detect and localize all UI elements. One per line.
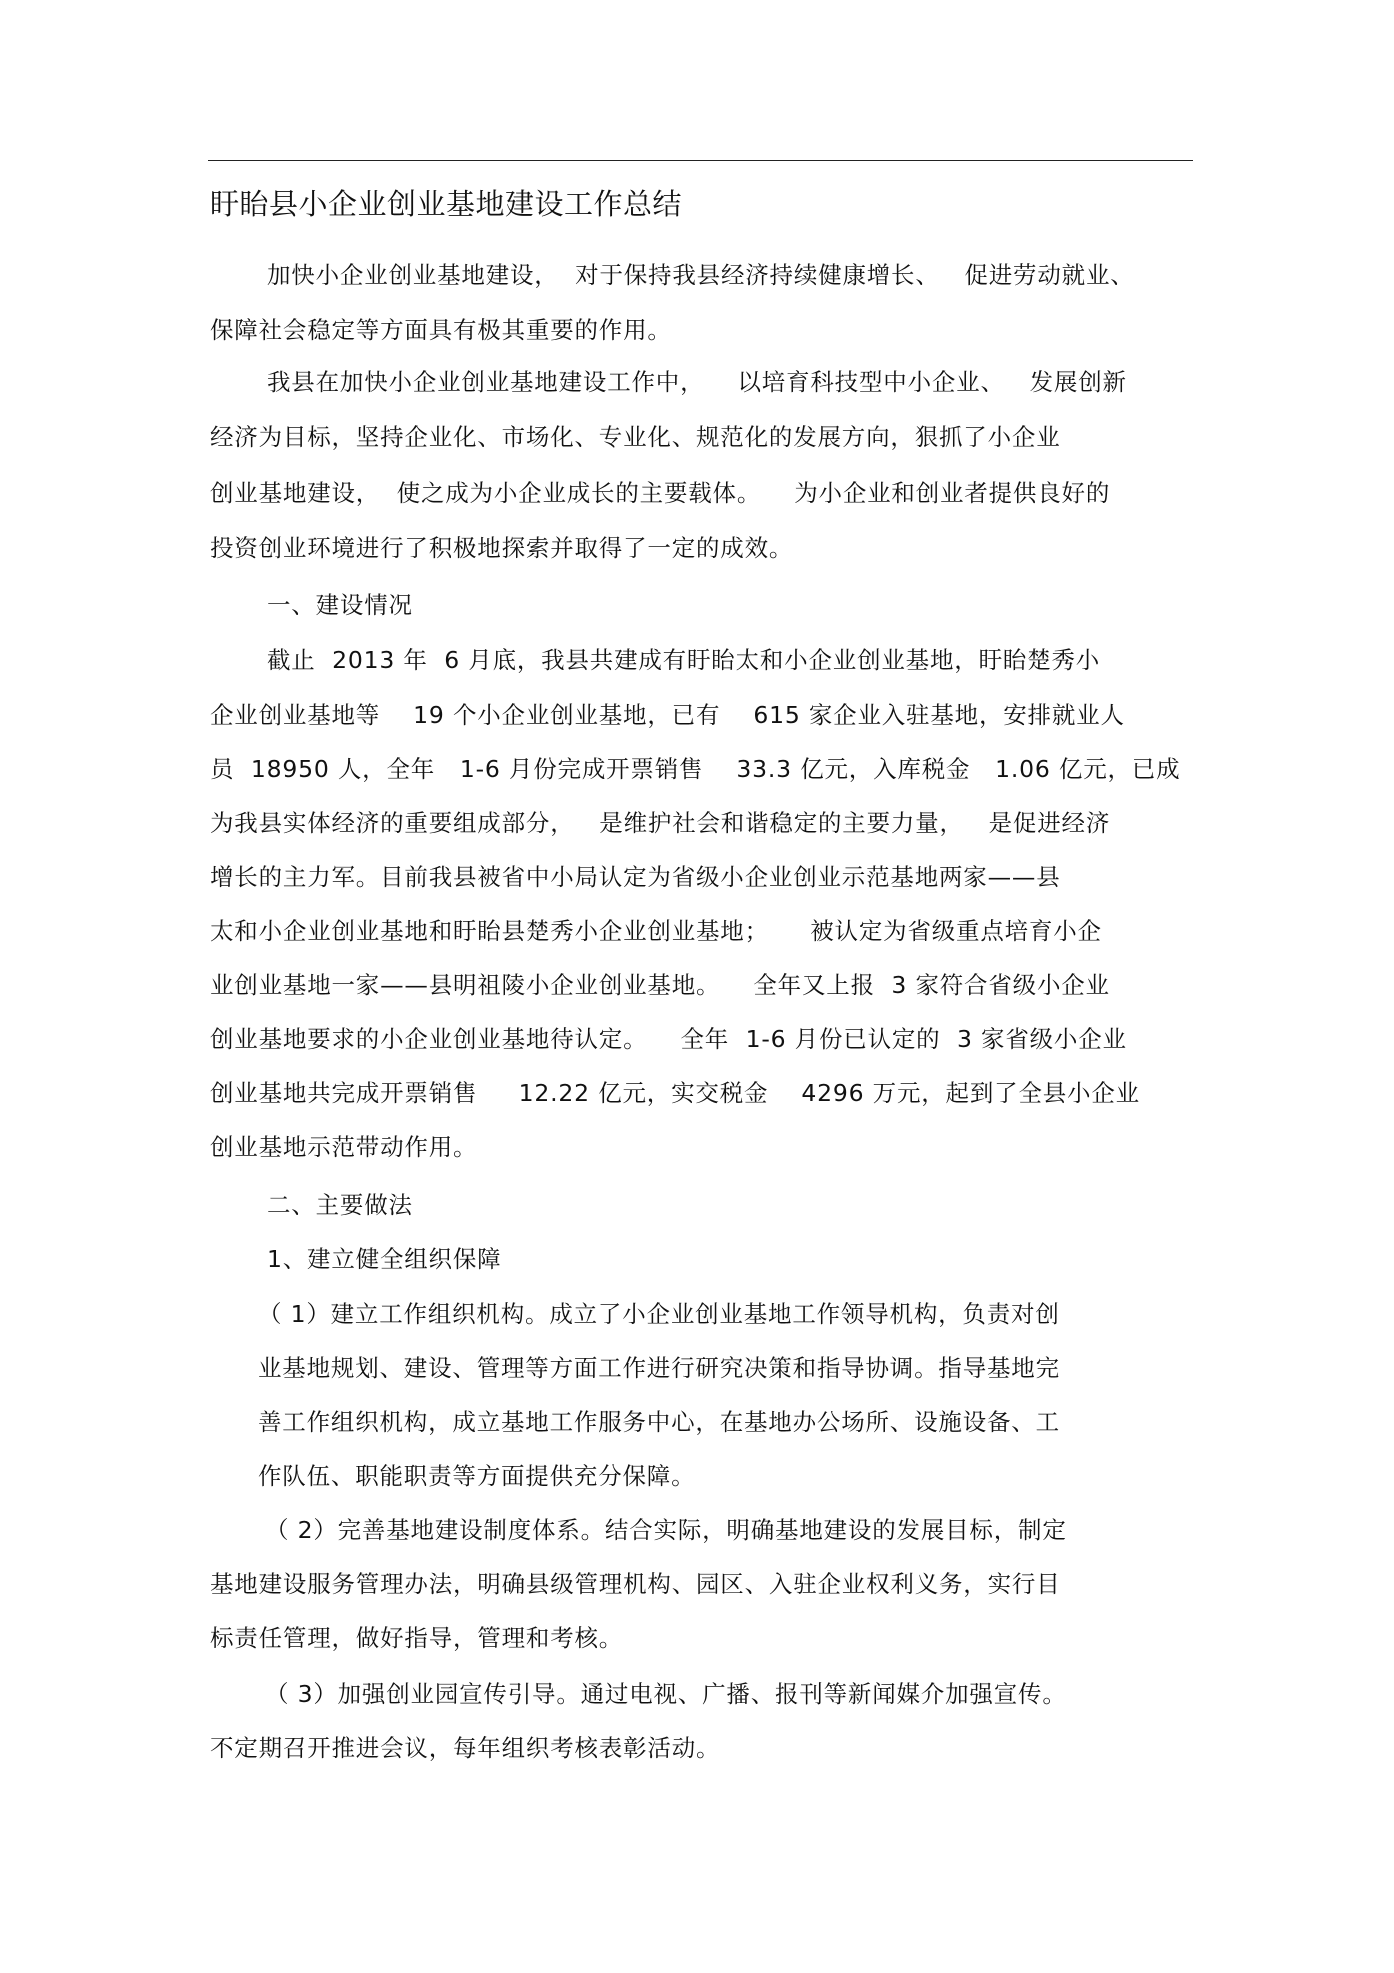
text-line: （ 3）加强创业园宣传引导。通过电视、广播、报刊等新闻媒介加强宣传。 — [265, 1680, 1067, 1708]
text-line: 业创业基地一家——县明祖陵小企业创业基地。 全年又上报 3 家符合省级小企业 — [210, 971, 1110, 999]
text-line: 增长的主力军。目前我县被省中小局认定为省级小企业创业示范基地两家——县 — [210, 863, 1061, 891]
text-line: 保障社会稳定等方面具有极其重要的作用。 — [210, 316, 672, 344]
text-line: 为我县实体经济的重要组成部分， 是维护社会和谐稳定的主要力量， 是促进经济 — [210, 809, 1111, 837]
text-line: 作队伍、职能职责等方面提供充分保障。 — [258, 1462, 696, 1490]
text-line: 太和小企业创业基地和盱眙县楚秀小企业创业基地； 被认定为省级重点培育小企 — [210, 917, 1102, 945]
text-line: 业基地规划、建设、管理等方面工作进行研究决策和指导协调。指导基地完 — [258, 1354, 1060, 1382]
text-line: 创业基地示范带动作用。 — [210, 1133, 478, 1161]
section-heading: 一、建设情况 — [267, 591, 413, 619]
text-line: （ 2）完善基地建设制度体系。结合实际，明确基地建设的发展目标，制定 — [265, 1516, 1067, 1544]
text-line: （ 1）建立工作组织机构。成立了小企业创业基地工作领导机构，负责对创 — [258, 1300, 1060, 1328]
text-line: 创业基地共完成开票销售 12.22 亿元，实交税金 4296 万元，起到了全县小企业 — [210, 1079, 1140, 1107]
text-line: 截止 2013 年 6 月底，我县共建成有盱眙太和小企业创业基地，盱眙楚秀小 — [267, 646, 1101, 674]
text-line: 创业基地要求的小企业创业基地待认定。 全年 1-6 月份已认定的 3 家省级小企业 — [210, 1025, 1127, 1053]
text-line: 员 18950 人，全年 1-6 月份完成开票销售 33.3 亿元，入库税金 1.06 亿元，已成 — [210, 755, 1181, 783]
section-heading: 二、主要做法 — [267, 1191, 413, 1219]
text-line: 我县在加快小企业创业基地建设工作中， 以培育科技型中小企业、 发展创新 — [267, 368, 1127, 396]
subsection-heading: 1、建立健全组织保障 — [267, 1245, 502, 1273]
text-line: 标责任管理，做好指导，管理和考核。 — [210, 1624, 624, 1652]
text-line: 基地建设服务管理办法，明确县级管理机构、园区、入驻企业权利义务，实行目 — [210, 1570, 1061, 1598]
text-line: 企业创业基地等 19 个小企业创业基地，已有 615 家企业入驻基地，安排就业人 — [210, 701, 1125, 729]
text-line: 创业基地建设， 使之成为小企业成长的主要载体。 为小企业和创业者提供良好的 — [210, 479, 1111, 507]
document-title: 盱眙县小企业创业基地建设工作总结 — [210, 187, 683, 221]
text-line: 不定期召开推进会议，每年组织考核表彰活动。 — [210, 1734, 721, 1762]
header-rule — [208, 160, 1193, 161]
text-line: 投资创业环境进行了积极地探索并取得了一定的成效。 — [210, 534, 794, 562]
text-line: 经济为目标，坚持企业化、市场化、专业化、规范化的发展方向，狠抓了小企业 — [210, 423, 1061, 451]
text-line: 加快小企业创业基地建设， 对于保持我县经济持续健康增长、 促进劳动就业、 — [267, 261, 1135, 289]
text-line: 善工作组织机构，成立基地工作服务中心，在基地办公场所、设施设备、工 — [258, 1408, 1060, 1436]
